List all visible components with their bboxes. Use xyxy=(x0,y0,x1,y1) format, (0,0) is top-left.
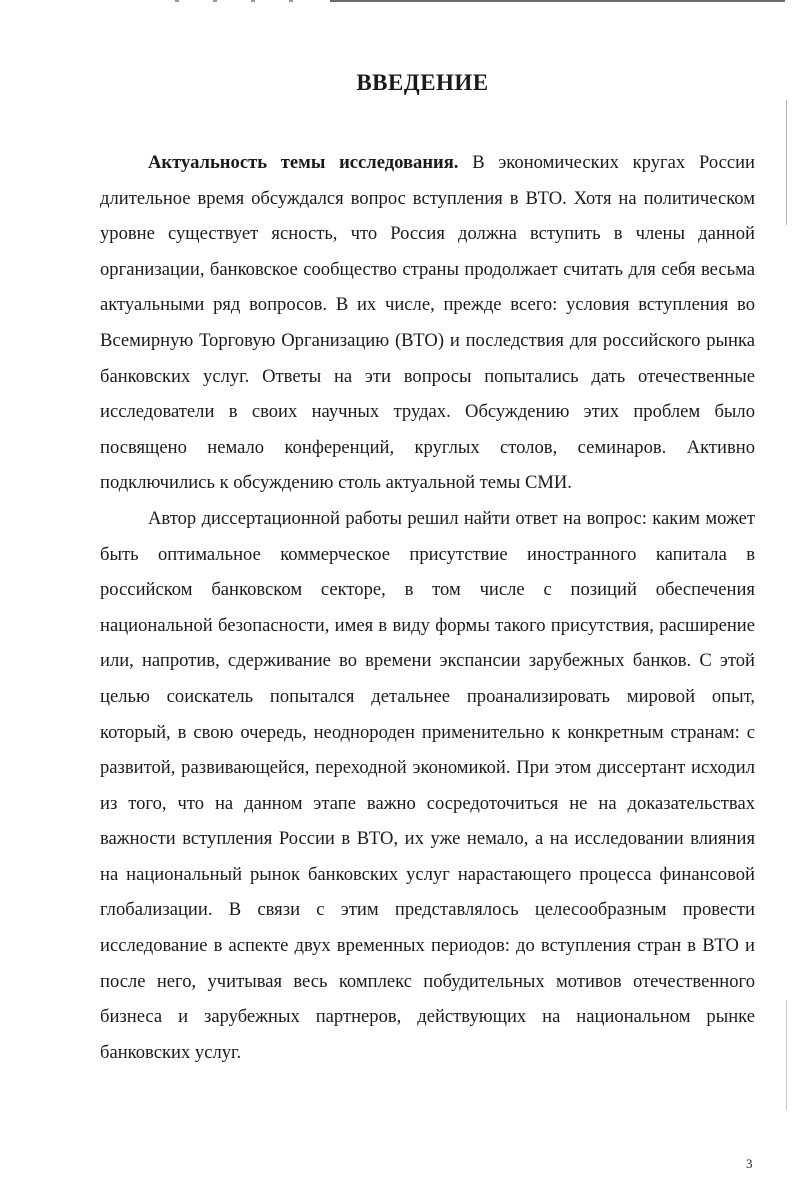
scan-artifact-top-ticks xyxy=(175,0,325,2)
paragraph-author-goal xyxy=(100,501,755,1071)
paragraph-text: Автор диссертационной работы решил найти ответ на вопрос: каким может быть оптимальное коммерческое присутствие иностранного капитала в российском банковском секторе, в том числе с позиций обеспечения национальной безопасности, имея в виду формы такого присутствия, расширение или, напротив, сдерживание во времени экспансии зарубежных банков. С этой целью соискатель попытался детальнее проанализировать мировой опыт, который, в свою очередь, неоднороден применительно к конкретным странам: с развитой, развивающейся, переходной экономикой. При этом диссертант исходил из того, что на данном этапе важно сосредоточиться не на доказательствах важности вступления России в ВТО, их уже немало, а на исследовании влияния на национальный рынок банковских услуг нарастающего процесса финансовой глобализации. В связи с этим представлялось целесообразным провести исследование в аспекте двух временных периодов: до вступления стран в ВТО и после него, учитывая весь комплекс побудительных мотивов отечественного бизнеса и зарубежных партнеров, действующих на национальном рынке банковских услуг. xyxy=(100,507,755,1063)
scan-artifact-right-edge xyxy=(786,100,787,225)
paragraph-text: В экономических кругах России длительное время обсуждался вопрос вступления в ВТО. Хотя на политическом уровне существует ясность, что Россия должна вступить в члены данной организации, банковское сообщество страны продолжает считать для себя весьма актуальными ряд вопросов. В их числе, прежде всего: условия вступления во Всемирную Торговую Организацию (ВТО) и последствия для российского рынка банковских услуг. Ответы на эти вопросы попытались дать отечественные исследователи в своих научных трудах. Обсуждению этих проблем было посвящено немало конференций, круглых столов, семинаров. Активно подключились к обсуждению столь актуальной темы СМИ. xyxy=(100,152,755,494)
scan-artifact-right-edge-lower xyxy=(786,1000,787,1110)
page-title: ВВЕДЕНИЕ xyxy=(356,70,489,95)
page-number: 3 xyxy=(746,1156,753,1171)
body-text xyxy=(100,145,755,1070)
paragraph-relevance xyxy=(100,145,755,501)
paragraph-lead-heading: Актуальность темы исследования. xyxy=(148,152,459,173)
scan-artifact-top-line xyxy=(330,0,785,2)
